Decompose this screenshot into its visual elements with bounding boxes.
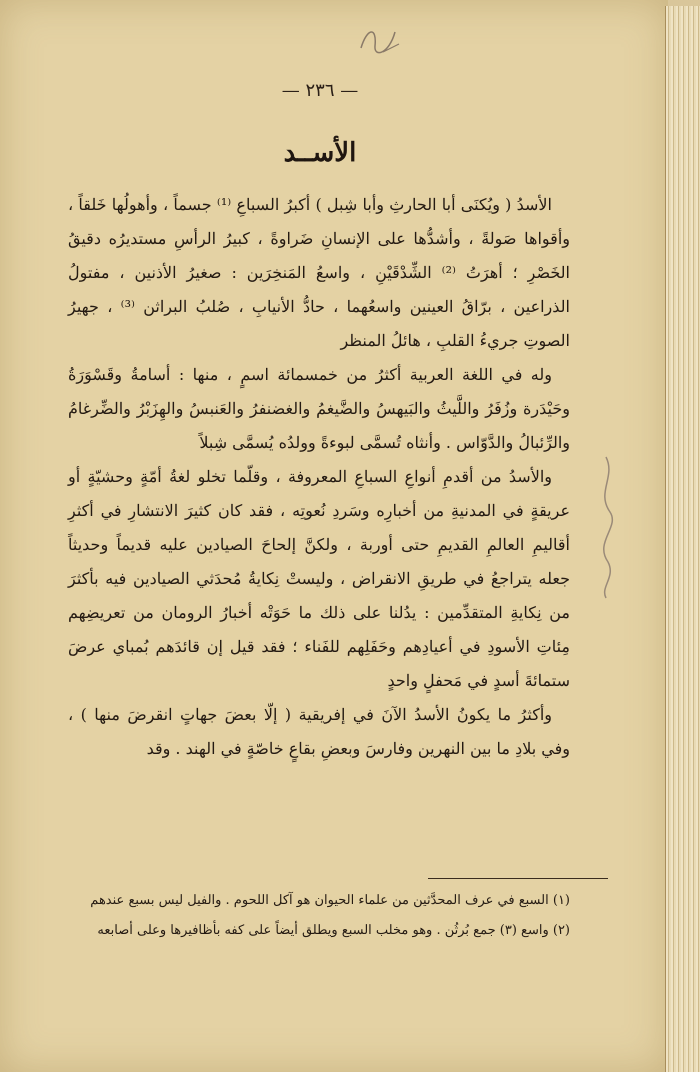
pencil-mark-icon <box>355 18 405 68</box>
page-edges <box>665 6 700 1072</box>
footnote-1: (١) السبع في عرف المحدَّثين من علماء الحيوان هو آكل اللحوم . والفيل ليس بسبع عندهم <box>90 893 570 908</box>
paragraph-names: وله في اللغة العربية أكثرُ من خمسمائة اسمٍ ، منها : أسامةُ وقَسْوَرَةُ وحَيْدَرة وزُفَرُ واللَّيثُ والبَيهسُ والضَّيغمُ والغضنفرُ والعَنبسُ والهِزَبْرُ والضِّرغامُ والرِّئبالُ والدَّوّاس . وأنثاه تُسمَّى لبوءةً وولدُه يُسمَّى شِبلاً <box>68 365 570 452</box>
article-body <box>68 188 570 766</box>
margin-pencil-note-icon <box>586 452 626 602</box>
page-number: — ٢٣٦ — <box>281 80 359 101</box>
footnotes <box>68 886 570 946</box>
footnote-2: (٢) واسع (٣) جمع بُرثُن . وهو مخلب السبع ويطلق أيضاً على كفه بأظافيرها وعلى أصابعه <box>97 923 570 938</box>
paragraph-description: الأسدُ ( ويُكنَى أبا الحارثِ وأبا شِبل ) أكبرُ السباعِ ⁽¹⁾ جسماً ، وأهولُها خَلقاً ، وأقواها صَولةً ، وأشدُّها على الإنسانِ ضَراوةً ، كبيرُ الرأسِ مستديرُه دقيقُ الخَصْرِ ؛ أهرَتُ ⁽²⁾ الشِّدْقَيْنِ ، واسعُ المَنخِرَين : صغيرُ الأذنين ، مفتولُ الذراعين ، برّاقُ العينين واسعُهما ، حادُّ الأنيابِ ، صُلبُ البراثن ⁽³⁾ ، جهيرُ الصوتِ جريءُ القلبِ ، هائلُ المنظر <box>68 195 571 350</box>
page-title: الأســد <box>283 138 357 168</box>
paragraph-distribution: وأكثرُ ما يكونُ الأسدُ الآنَ في إفريقية ( إلّا بعضَ جهاتٍ انقرضَ منها ) ، وفي بلادِ ما بين النهرين وفارسَ وبعضِ بقاعٍ خاصّةٍ في الهند . وقد <box>68 705 570 758</box>
footnote-divider <box>428 878 608 879</box>
paragraph-history: والأسدُ من أقدمِ أنواعِ السباعِ المعروفة ، وقلّما تخلو لغةُ أمّةٍ وحشيّةٍ أو عريقةٍ في المدنيةِ من أخبارِه وسَردِ نُعوتِه ، فقد كان كثيرَ الانتشارِ في أكثرِ أقاليمِ العالمِ القديمِ حتى أوربة ، ولكنَّ إلحاحَ الصيادين عليه قديماً وحديثاً جعله يتراجعُ في طريقِ الانقراض ، وليستْ نِكايةُ مُحدَثي الصيادين فيه بأكثرَ من نِكايةِ المتقدِّمين : يدُلنا على ذلك ما حَوَتْه أخبارُ الرومان من تعريضِهم مِئاتِ الأسودِ في أعيادِهم وحَفَلِهم للفَناء ؛ فقد قيل إن قائدَهم بُمباي عرضَ ستمائةَ أسدٍ في مَحفلٍ واحدٍ <box>68 467 570 690</box>
